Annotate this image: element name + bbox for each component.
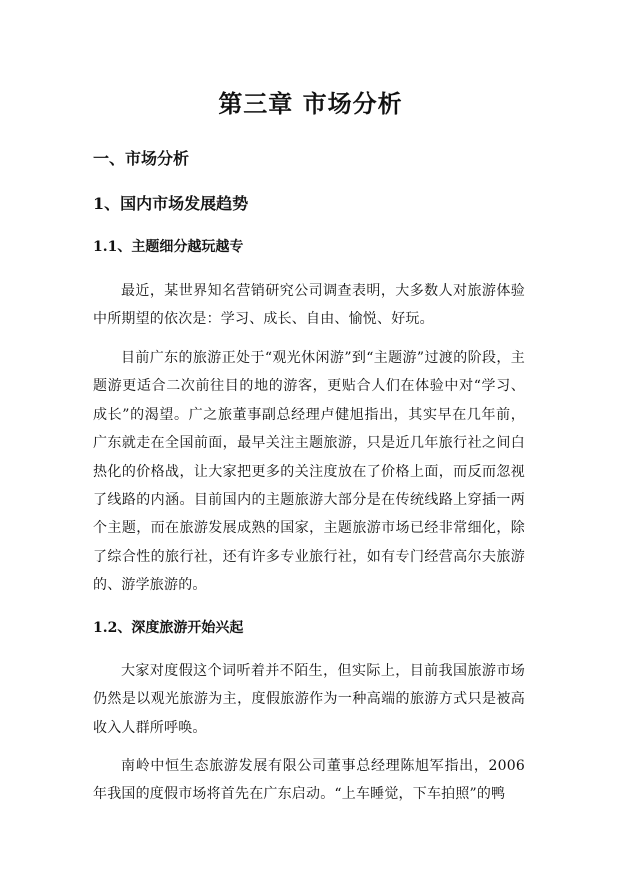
chapter-title: 第三章 市场分析 bbox=[218, 89, 403, 118]
paragraph: 大家对度假这个词听着并不陌生，但实际上，目前我国旅游市场仍然是以观光旅游为主，度假旅游作为一种高端的旅游方式只是被高收入人群所呼唤。 bbox=[93, 663, 525, 736]
item-heading-deep-tourism: 1.2、深度旅游开始兴起 bbox=[93, 620, 244, 636]
section-heading-market-analysis: 一、市场分析 bbox=[93, 149, 190, 168]
paragraph: 南岭中恒生态旅游发展有限公司董事总经理陈旭军指出，2006年我国的度假市场将首先在广东启动。“上车睡觉，下车拍照”的鸭 bbox=[93, 758, 525, 803]
item-heading-theme-segmentation: 1.1、主题细分越玩越专 bbox=[93, 239, 244, 255]
paragraph: 最近，某世界知名营销研究公司调查表明，大多数人对旅游体验中所期望的依次是：学习、成长、自由、愉悦、好玩。 bbox=[93, 283, 525, 328]
subsection-heading-domestic-trends: 1、国内市场发展趋势 bbox=[93, 194, 249, 213]
paragraph: 目前广东的旅游正处于“观光休闲游”到“主题游”过渡的阶段，主题游更适合二次前往目的地的游客，更贴合人们在体验中对“学习、成长”的渴望。广之旅董事副总经理卢健旭指出，其实早在几年前，广东就走在全国前面，最早关注主题旅游，只是近几年旅行社之间白热化的价格战，让大家把更多的关注度放在了价格上面，而反而忽视了线路的内涵。目前国内的主题旅游大部分是在传统线路上穿插一两个主题，而在旅游发展成熟的国家，主题旅游市场已经非常细化，除了综合性的旅行社，还有许多专业旅行社，如有专门经营高尔夫旅游的、游学旅游的。 bbox=[93, 350, 525, 594]
